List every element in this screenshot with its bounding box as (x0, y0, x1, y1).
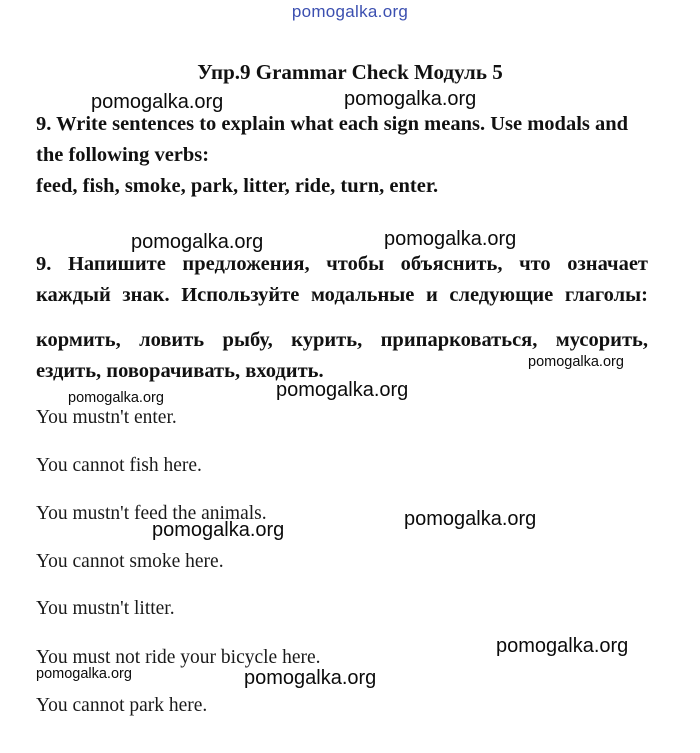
page-title: Упр.9 Grammar Check Модуль 5 (197, 60, 503, 84)
watermark: pomogalka.org (276, 379, 409, 401)
answer-6: You must not ride your bicycle here. (36, 647, 321, 668)
watermark: pomogalka.org (496, 635, 629, 657)
watermark: pomogalka.org (344, 88, 477, 110)
task-en-line-2: the following verbs: (36, 144, 210, 166)
watermark: pomogalka.org (384, 228, 517, 250)
watermark: pomogalka.org (404, 508, 537, 530)
answer-3: You mustn't feed the animals. (36, 503, 267, 524)
answer-7: You cannot park here. (36, 695, 208, 716)
task-en-instruction (36, 109, 648, 171)
watermark: pomogalka.org (36, 666, 132, 682)
task-ru-line-2: каждый знак. Используйте модальные и следующие глаголы: (36, 284, 648, 306)
watermark: pomogalka.org (152, 519, 285, 541)
task-en-line-1: 9. Write sentences to explain what each sign means. Use modals and (36, 113, 629, 135)
answer-5: You mustn't litter. (36, 598, 175, 619)
task-en-verbs: feed, fish, smoke, park, litter, ride, turn, enter. (36, 175, 439, 197)
watermark: pomogalka.org (131, 231, 264, 253)
watermark: pomogalka.org (68, 390, 164, 406)
answer-4: You cannot smoke here. (36, 551, 224, 572)
task-ru-instruction (36, 249, 648, 311)
task-ru-line-1: 9. Напишите предложения, чтобы объяснить, что означает (36, 253, 648, 275)
answer-1: You mustn't enter. (36, 407, 177, 428)
answer-2: You cannot fish here. (36, 455, 202, 476)
watermark: pomogalka.org (528, 354, 624, 370)
site-mark: pomogalka.org (291, 2, 409, 21)
task-ru-line-3: кормить, ловить рыбу, курить, припарковаться, мусорить, (36, 329, 648, 351)
watermark: pomogalka.org (244, 667, 377, 689)
watermark: pomogalka.org (91, 91, 224, 113)
task-ru-line-4: ездить, поворачивать, входить. (36, 360, 324, 382)
